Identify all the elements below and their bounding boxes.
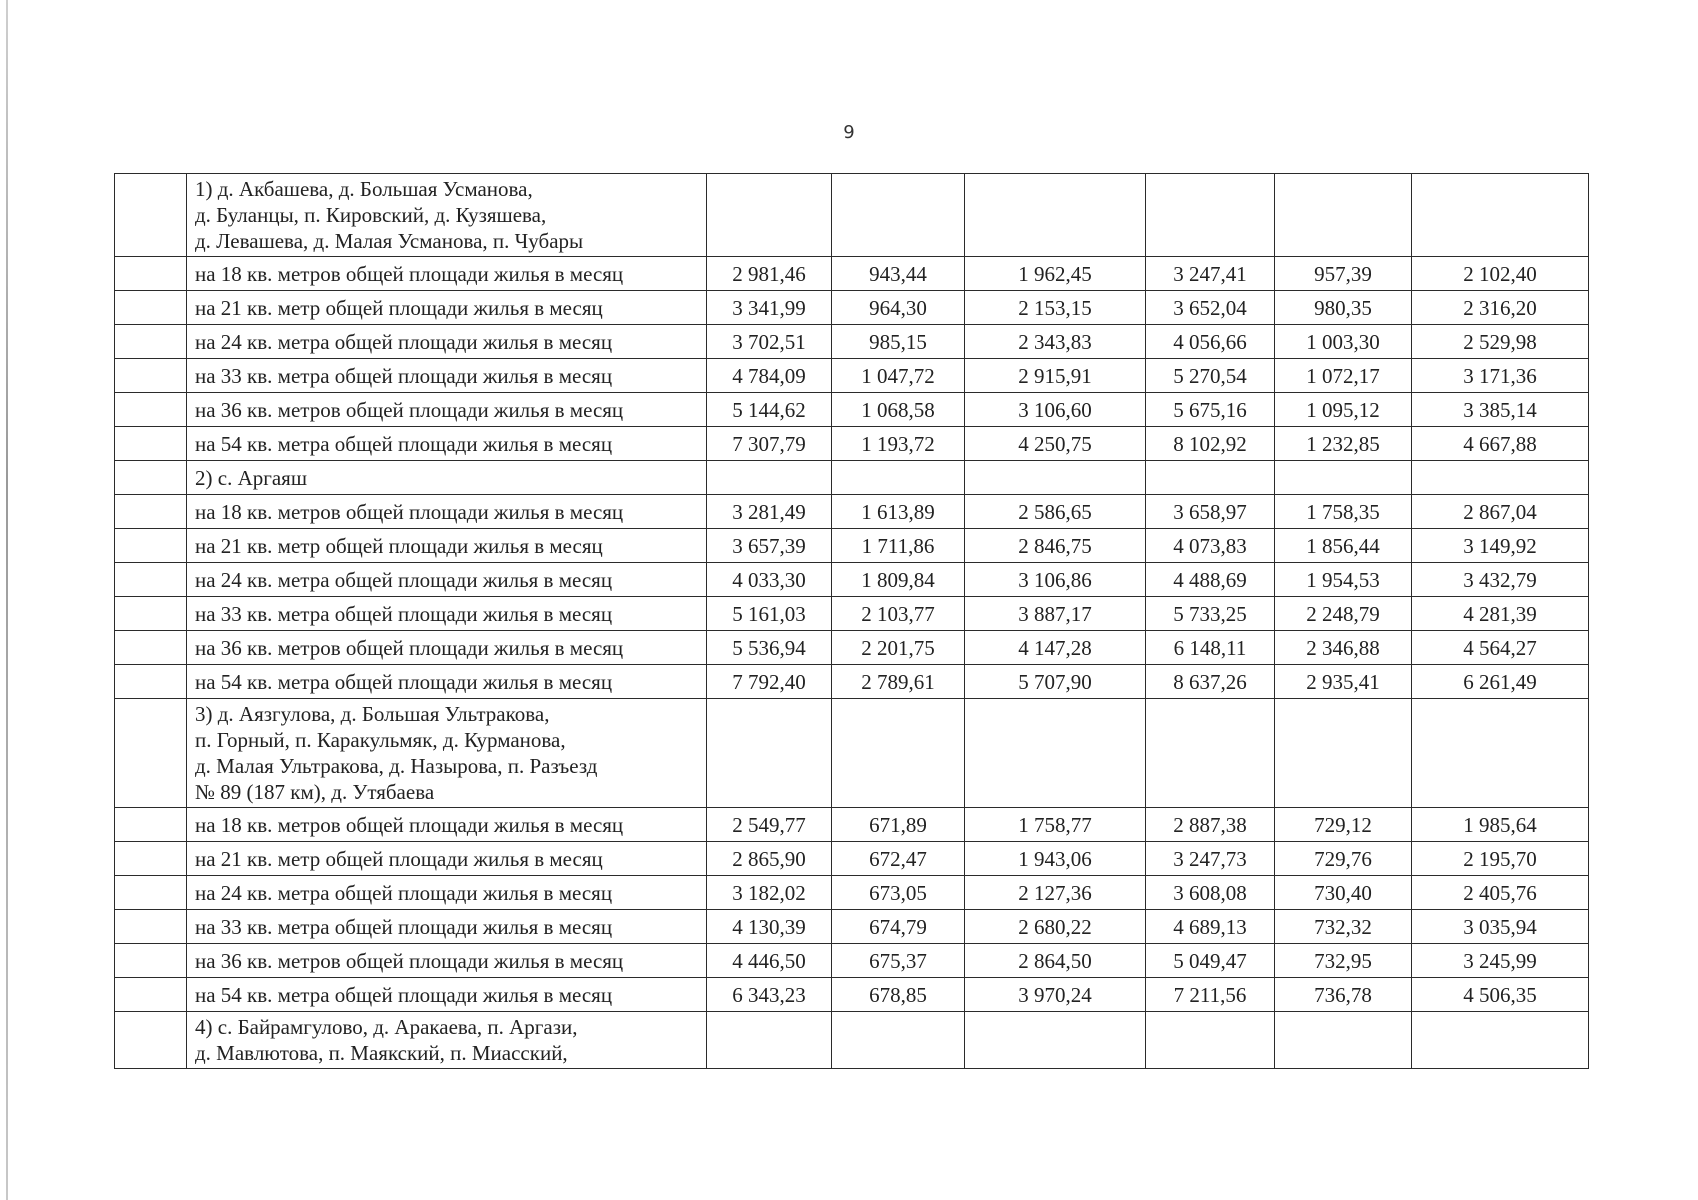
- value-cell: 943,44: [832, 257, 965, 291]
- section-title-line: 1) д. Акбашева, д. Большая Усманова,: [195, 177, 533, 201]
- value-cell: 6 148,11: [1146, 631, 1275, 665]
- table-row: [115, 978, 1589, 1012]
- value-cell: 2 103,77: [832, 597, 965, 631]
- value-cell: 2 846,75: [965, 529, 1146, 563]
- empty-cell: [707, 1012, 832, 1069]
- empty-cell: [707, 699, 832, 808]
- value-cell: 3 887,17: [965, 597, 1146, 631]
- value-cell: 732,32: [1275, 910, 1412, 944]
- value-cell: 1 068,58: [832, 393, 965, 427]
- value-cell: 729,12: [1275, 808, 1412, 842]
- empty-cell: [115, 944, 187, 978]
- empty-cell: [707, 174, 832, 257]
- section-title-line: 4) с. Байрамгулово, д. Аракаева, п. Аргази,: [195, 1015, 578, 1039]
- value-cell: 2 915,91: [965, 359, 1146, 393]
- value-cell: 8 102,92: [1146, 427, 1275, 461]
- empty-cell: [1275, 174, 1412, 257]
- empty-cell: [115, 597, 187, 631]
- value-cell: 3 608,08: [1146, 876, 1275, 910]
- empty-cell: [115, 910, 187, 944]
- value-cell: 1 954,53: [1275, 563, 1412, 597]
- empty-cell: [832, 174, 965, 257]
- table-row: [115, 808, 1589, 842]
- value-cell: 675,37: [832, 944, 965, 978]
- value-cell: 1 193,72: [832, 427, 965, 461]
- value-cell: 4 667,88: [1412, 427, 1589, 461]
- table-row: [115, 876, 1589, 910]
- value-cell: 4 250,75: [965, 427, 1146, 461]
- row-label: на 18 кв. метров общей площади жилья в месяц: [187, 495, 707, 529]
- empty-cell: [115, 495, 187, 529]
- value-cell: 2 346,88: [1275, 631, 1412, 665]
- empty-cell: [1412, 1012, 1589, 1069]
- empty-cell: [115, 359, 187, 393]
- value-cell: 5 270,54: [1146, 359, 1275, 393]
- section-title: [187, 461, 707, 495]
- empty-cell: [115, 174, 187, 257]
- value-cell: 4 689,13: [1146, 910, 1275, 944]
- section-title: [187, 174, 707, 257]
- value-cell: 1 095,12: [1275, 393, 1412, 427]
- empty-cell: [115, 393, 187, 427]
- value-cell: 1 711,86: [832, 529, 965, 563]
- value-cell: 1 962,45: [965, 257, 1146, 291]
- empty-cell: [115, 461, 187, 495]
- empty-cell: [115, 808, 187, 842]
- empty-cell: [832, 699, 965, 808]
- row-label: на 33 кв. метра общей площади жилья в месяц: [187, 597, 707, 631]
- table-row: [115, 529, 1589, 563]
- value-cell: 6 261,49: [1412, 665, 1589, 699]
- value-cell: 1 003,30: [1275, 325, 1412, 359]
- value-cell: 3 970,24: [965, 978, 1146, 1012]
- empty-cell: [115, 842, 187, 876]
- empty-cell: [832, 461, 965, 495]
- section-header-row: [115, 174, 1589, 257]
- value-cell: 3 182,02: [707, 876, 832, 910]
- table-row: [115, 597, 1589, 631]
- empty-cell: [1275, 461, 1412, 495]
- row-label: на 21 кв. метр общей площади жилья в месяц: [187, 529, 707, 563]
- section-title-line: № 89 (187 км), д. Утябаева: [195, 780, 435, 804]
- empty-cell: [115, 1012, 187, 1069]
- value-cell: 1 985,64: [1412, 808, 1589, 842]
- value-cell: 3 106,60: [965, 393, 1146, 427]
- value-cell: 729,76: [1275, 842, 1412, 876]
- value-cell: 2 981,46: [707, 257, 832, 291]
- value-cell: 2 529,98: [1412, 325, 1589, 359]
- empty-cell: [115, 427, 187, 461]
- value-cell: 5 733,25: [1146, 597, 1275, 631]
- value-cell: 4 033,30: [707, 563, 832, 597]
- value-cell: 3 657,39: [707, 529, 832, 563]
- section-header-row: [115, 1012, 1589, 1069]
- value-cell: 5 675,16: [1146, 393, 1275, 427]
- value-cell: 3 245,99: [1412, 944, 1589, 978]
- row-label: на 21 кв. метр общей площади жилья в месяц: [187, 291, 707, 325]
- row-label: на 33 кв. метра общей площади жилья в месяц: [187, 359, 707, 393]
- table-row: [115, 427, 1589, 461]
- scan-edge-line: [6, 0, 8, 1200]
- value-cell: 3 432,79: [1412, 563, 1589, 597]
- value-cell: 3 247,41: [1146, 257, 1275, 291]
- value-cell: 678,85: [832, 978, 965, 1012]
- value-cell: 1 856,44: [1275, 529, 1412, 563]
- table-row: [115, 257, 1589, 291]
- value-cell: 6 343,23: [707, 978, 832, 1012]
- empty-cell: [115, 876, 187, 910]
- row-label: на 36 кв. метров общей площади жилья в месяц: [187, 393, 707, 427]
- value-cell: 4 073,83: [1146, 529, 1275, 563]
- value-cell: 671,89: [832, 808, 965, 842]
- table-row: [115, 842, 1589, 876]
- table-row: [115, 325, 1589, 359]
- empty-cell: [1146, 174, 1275, 257]
- section-title: [187, 1012, 707, 1069]
- table-row: [115, 291, 1589, 325]
- value-cell: 1 072,17: [1275, 359, 1412, 393]
- row-label: на 18 кв. метров общей площади жилья в месяц: [187, 808, 707, 842]
- value-cell: 2 201,75: [832, 631, 965, 665]
- value-cell: 3 106,86: [965, 563, 1146, 597]
- empty-cell: [115, 631, 187, 665]
- value-cell: 736,78: [1275, 978, 1412, 1012]
- empty-cell: [115, 699, 187, 808]
- value-cell: 2 153,15: [965, 291, 1146, 325]
- value-cell: 2 248,79: [1275, 597, 1412, 631]
- tariff-table: [114, 173, 1589, 1069]
- table-row: [115, 495, 1589, 529]
- table-row: [115, 563, 1589, 597]
- row-label: на 18 кв. метров общей площади жилья в месяц: [187, 257, 707, 291]
- value-cell: 3 171,36: [1412, 359, 1589, 393]
- table-row: [115, 665, 1589, 699]
- value-cell: 2 549,77: [707, 808, 832, 842]
- value-cell: 1 047,72: [832, 359, 965, 393]
- value-cell: 2 586,65: [965, 495, 1146, 529]
- value-cell: 5 707,90: [965, 665, 1146, 699]
- value-cell: 4 784,09: [707, 359, 832, 393]
- empty-cell: [115, 257, 187, 291]
- value-cell: 2 195,70: [1412, 842, 1589, 876]
- empty-cell: [115, 325, 187, 359]
- value-cell: 2 789,61: [832, 665, 965, 699]
- value-cell: 1 613,89: [832, 495, 965, 529]
- value-cell: 4 130,39: [707, 910, 832, 944]
- empty-cell: [965, 461, 1146, 495]
- empty-cell: [115, 291, 187, 325]
- empty-cell: [1146, 699, 1275, 808]
- value-cell: 1 758,35: [1275, 495, 1412, 529]
- value-cell: 732,95: [1275, 944, 1412, 978]
- empty-cell: [832, 1012, 965, 1069]
- value-cell: 5 161,03: [707, 597, 832, 631]
- table-row: [115, 359, 1589, 393]
- value-cell: 7 792,40: [707, 665, 832, 699]
- value-cell: 4 147,28: [965, 631, 1146, 665]
- value-cell: 4 488,69: [1146, 563, 1275, 597]
- value-cell: 3 035,94: [1412, 910, 1589, 944]
- section-title-line: д. Малая Ультракова, д. Назырова, п. Разъезд: [195, 754, 598, 778]
- value-cell: 7 211,56: [1146, 978, 1275, 1012]
- value-cell: 3 658,97: [1146, 495, 1275, 529]
- section-title-line: п. Горный, п. Каракульмяк, д. Курманова,: [195, 728, 566, 752]
- section-title-line: 3) д. Аязгулова, д. Большая Ультракова,: [195, 702, 550, 726]
- value-cell: 730,40: [1275, 876, 1412, 910]
- empty-cell: [1412, 174, 1589, 257]
- value-cell: 3 281,49: [707, 495, 832, 529]
- value-cell: 4 506,35: [1412, 978, 1589, 1012]
- row-label: на 54 кв. метра общей площади жилья в месяц: [187, 978, 707, 1012]
- value-cell: 4 446,50: [707, 944, 832, 978]
- empty-cell: [1275, 699, 1412, 808]
- value-cell: 1 809,84: [832, 563, 965, 597]
- value-cell: 4 056,66: [1146, 325, 1275, 359]
- table-row: [115, 910, 1589, 944]
- value-cell: 1 232,85: [1275, 427, 1412, 461]
- value-cell: 3 702,51: [707, 325, 832, 359]
- value-cell: 3 149,92: [1412, 529, 1589, 563]
- empty-cell: [965, 1012, 1146, 1069]
- value-cell: 2 127,36: [965, 876, 1146, 910]
- table-row: [115, 393, 1589, 427]
- value-cell: 4 281,39: [1412, 597, 1589, 631]
- page-number: 9: [843, 122, 855, 143]
- empty-cell: [115, 978, 187, 1012]
- table-body: [115, 174, 1589, 1069]
- table-row: [115, 631, 1589, 665]
- row-label: на 33 кв. метра общей площади жилья в месяц: [187, 910, 707, 944]
- value-cell: 672,47: [832, 842, 965, 876]
- value-cell: 2 405,76: [1412, 876, 1589, 910]
- section-header-row: [115, 461, 1589, 495]
- row-label: на 24 кв. метра общей площади жилья в месяц: [187, 325, 707, 359]
- value-cell: 2 867,04: [1412, 495, 1589, 529]
- section-title-line: д. Мавлютова, п. Маякский, п. Миасский,: [195, 1041, 568, 1065]
- value-cell: 8 637,26: [1146, 665, 1275, 699]
- table-row: [115, 944, 1589, 978]
- value-cell: 5 536,94: [707, 631, 832, 665]
- empty-cell: [707, 461, 832, 495]
- row-label: на 54 кв. метра общей площади жилья в месяц: [187, 427, 707, 461]
- empty-cell: [115, 529, 187, 563]
- empty-cell: [115, 665, 187, 699]
- row-label: на 54 кв. метра общей площади жилья в месяц: [187, 665, 707, 699]
- value-cell: 673,05: [832, 876, 965, 910]
- value-cell: 2 102,40: [1412, 257, 1589, 291]
- empty-cell: [115, 563, 187, 597]
- row-label: на 21 кв. метр общей площади жилья в месяц: [187, 842, 707, 876]
- value-cell: 1 758,77: [965, 808, 1146, 842]
- value-cell: 980,35: [1275, 291, 1412, 325]
- value-cell: 985,15: [832, 325, 965, 359]
- value-cell: 1 943,06: [965, 842, 1146, 876]
- empty-cell: [1412, 461, 1589, 495]
- empty-cell: [1275, 1012, 1412, 1069]
- empty-cell: [1146, 1012, 1275, 1069]
- value-cell: 5 144,62: [707, 393, 832, 427]
- section-header-row: [115, 699, 1589, 808]
- value-cell: 3 652,04: [1146, 291, 1275, 325]
- row-label: на 24 кв. метра общей площади жилья в месяц: [187, 876, 707, 910]
- value-cell: 2 935,41: [1275, 665, 1412, 699]
- value-cell: 674,79: [832, 910, 965, 944]
- section-title-line: д. Буланцы, п. Кировский, д. Кузяшева,: [195, 203, 547, 227]
- empty-cell: [1146, 461, 1275, 495]
- empty-cell: [1412, 699, 1589, 808]
- value-cell: 3 247,73: [1146, 842, 1275, 876]
- section-title-line: 2) с. Аргаяш: [195, 465, 307, 490]
- value-cell: 5 049,47: [1146, 944, 1275, 978]
- row-label: на 36 кв. метров общей площади жилья в месяц: [187, 944, 707, 978]
- value-cell: 3 341,99: [707, 291, 832, 325]
- empty-cell: [965, 699, 1146, 808]
- row-label: на 24 кв. метра общей площади жилья в месяц: [187, 563, 707, 597]
- row-label: на 36 кв. метров общей площади жилья в месяц: [187, 631, 707, 665]
- value-cell: 4 564,27: [1412, 631, 1589, 665]
- value-cell: 2 343,83: [965, 325, 1146, 359]
- value-cell: 2 865,90: [707, 842, 832, 876]
- section-title: [187, 699, 707, 808]
- value-cell: 7 307,79: [707, 427, 832, 461]
- section-title-line: д. Левашева, д. Малая Усманова, п. Чубары: [195, 229, 584, 253]
- value-cell: 2 680,22: [965, 910, 1146, 944]
- empty-cell: [965, 174, 1146, 257]
- value-cell: 2 864,50: [965, 944, 1146, 978]
- value-cell: 964,30: [832, 291, 965, 325]
- value-cell: 2 887,38: [1146, 808, 1275, 842]
- value-cell: 2 316,20: [1412, 291, 1589, 325]
- value-cell: 957,39: [1275, 257, 1412, 291]
- value-cell: 3 385,14: [1412, 393, 1589, 427]
